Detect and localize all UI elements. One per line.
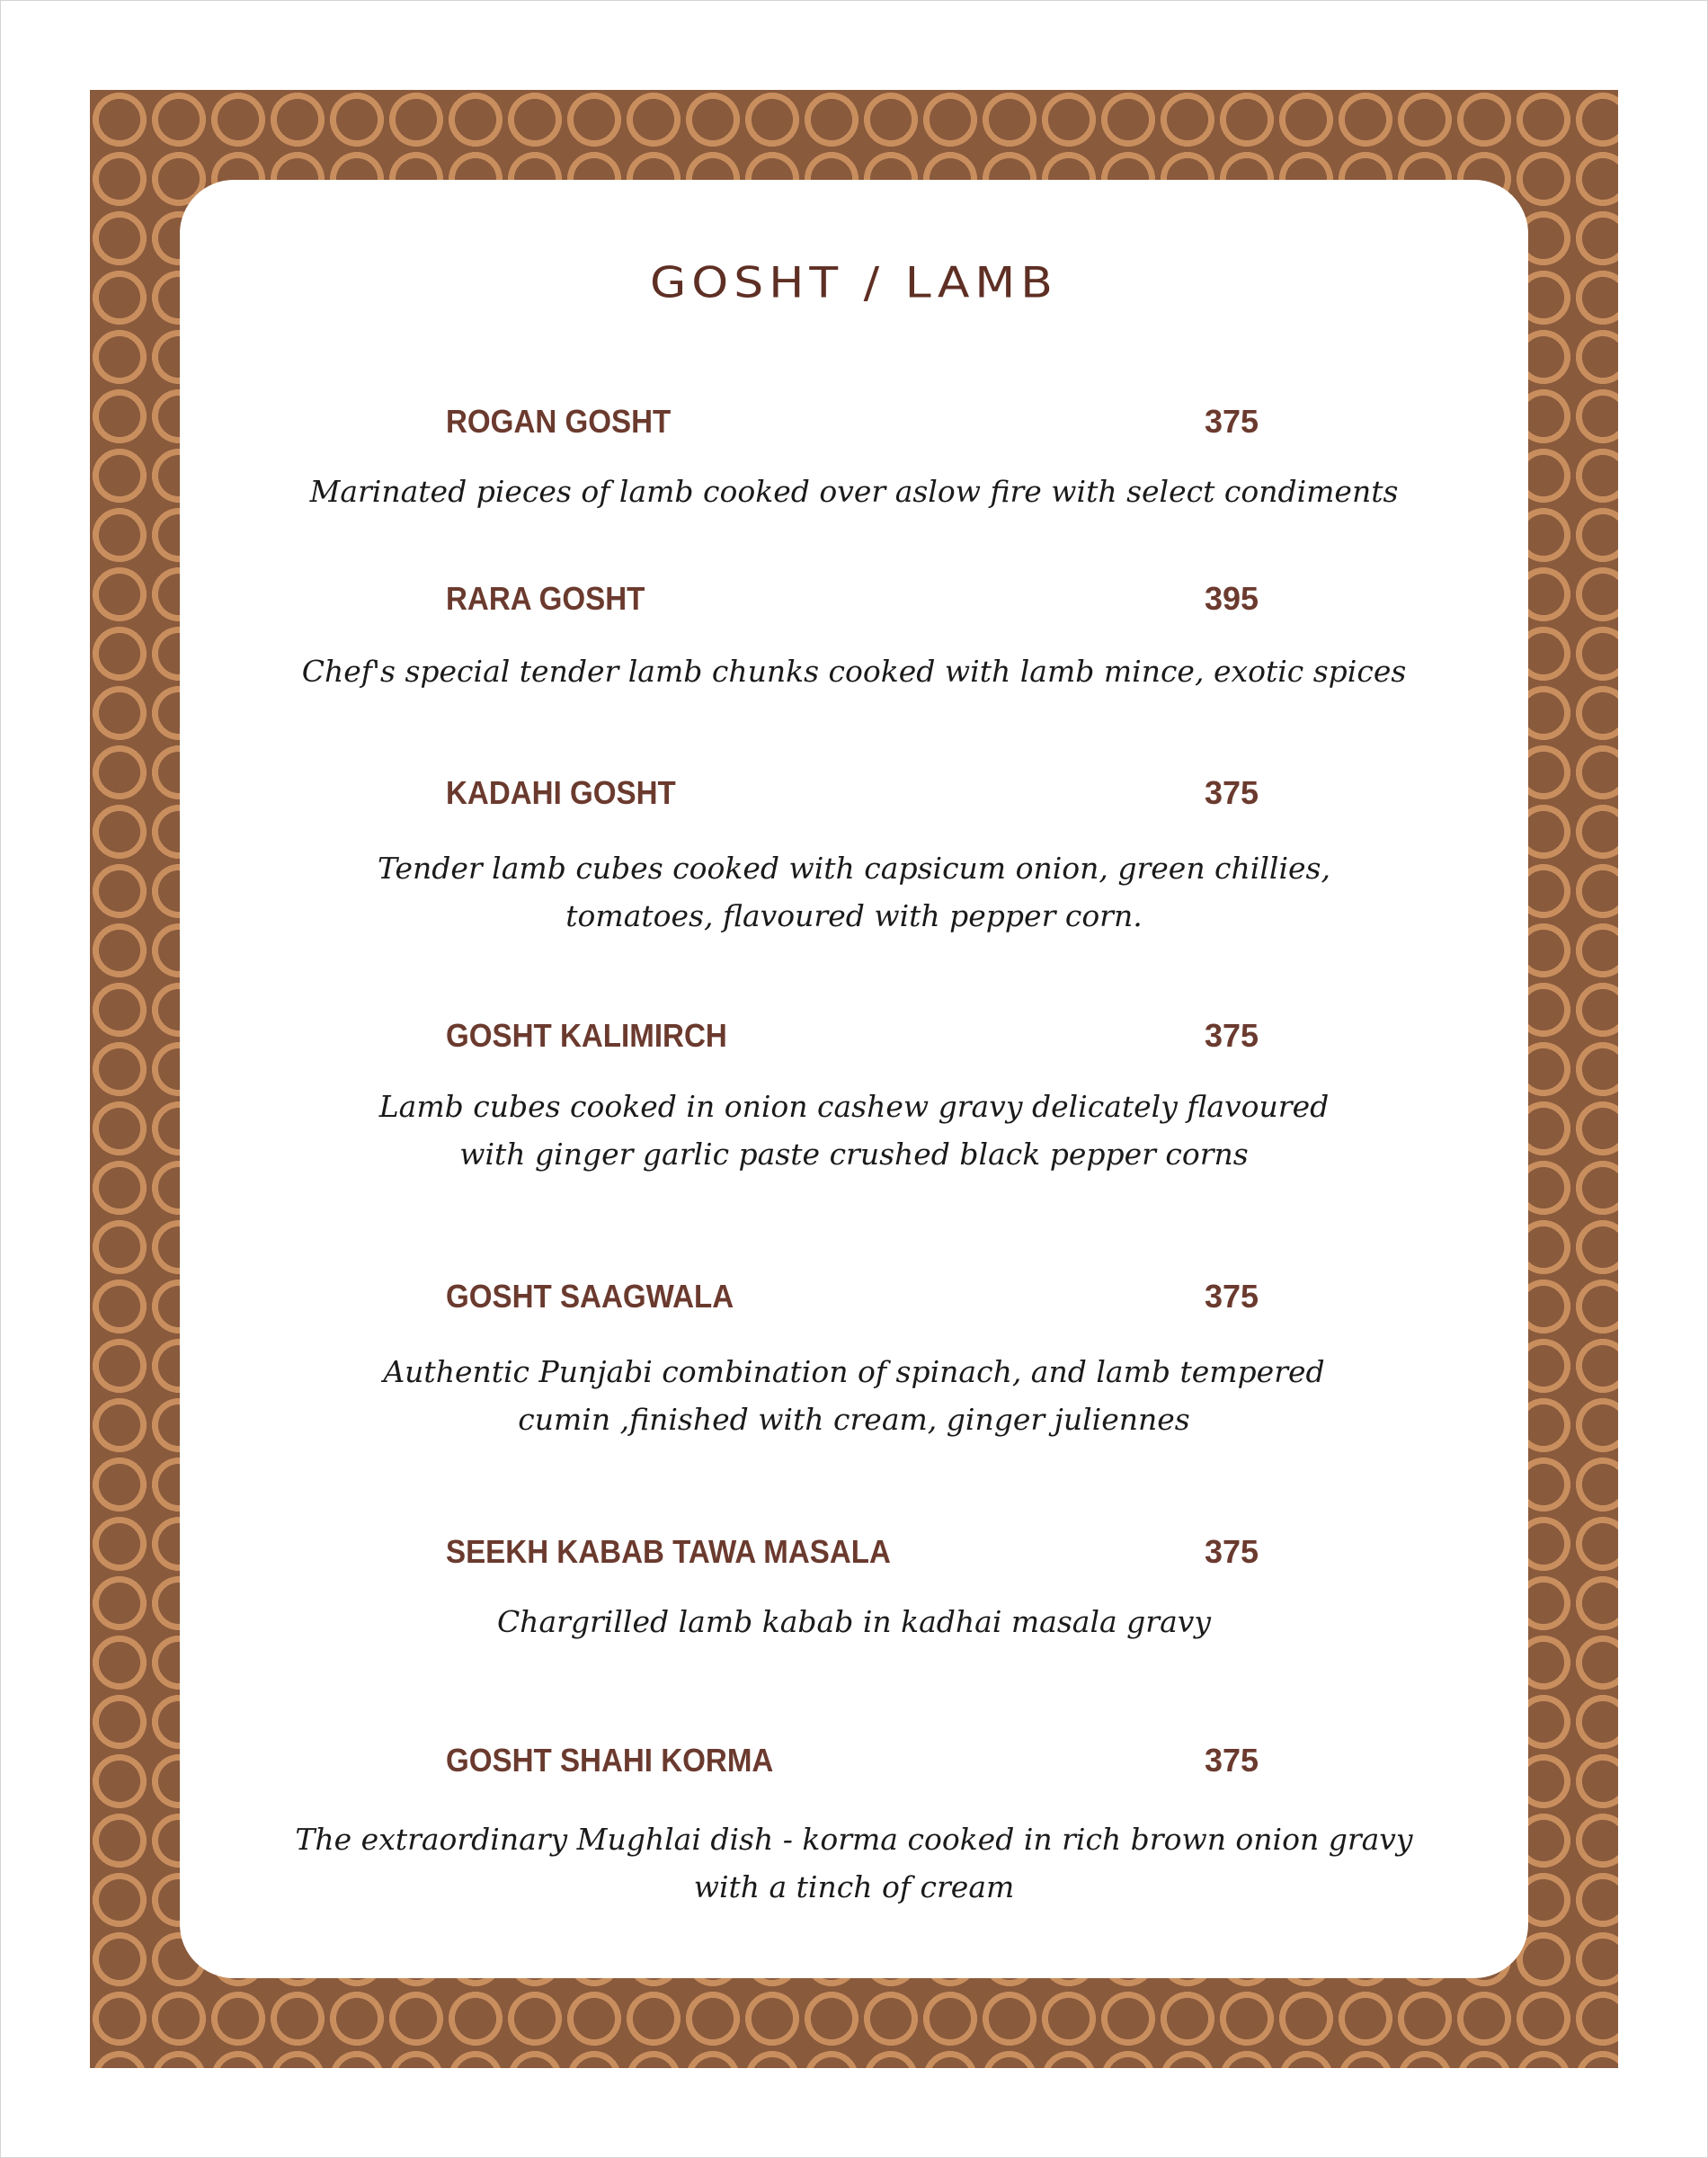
item-description: Chargrilled lamb kabab in kadhai masala gravy [496,1604,1212,1639]
item-price: 375 [1205,1017,1259,1054]
item-name: GOSHT SAAGWALA [446,1278,734,1315]
item-description: Chef's special tender lamb chunks cooked with lamb mince, exotic spices [301,654,1407,689]
item-description: Marinated pieces of lamb cooked over aslow fire with select condiments [309,474,1399,509]
item-price: 375 [1205,1533,1259,1570]
item-name: ROGAN GOSHT [446,403,672,440]
item-description: Authentic Punjabi combination of spinach, and lamb tempered cumin ,finished with cream, ginger juliennes [383,1354,1325,1437]
menu-section-title: GOSHT / LAMB [650,259,1058,308]
item-name: GOSHT KALIMIRCH [446,1017,727,1054]
item-price: 395 [1205,580,1259,617]
item-name: RARA GOSHT [446,580,645,617]
item-description: Lamb cubes cooked in onion cashew gravy delicately flavoured with ginger garlic paste crushed black pepper corns [378,1089,1330,1172]
item-description: The extraordinary Mughlai dish - korma cooked in rich brown onion gravy with a tinch of cream [295,1822,1413,1904]
item-name: GOSHT SHAHI KORMA [446,1742,774,1779]
menu-card [180,180,1528,1978]
item-price: 375 [1205,1742,1259,1779]
item-name: SEEKH KABAB TAWA MASALA [446,1533,891,1570]
item-price: 375 [1205,774,1259,811]
item-name: KADAHI GOSHT [446,774,676,811]
item-price: 375 [1205,403,1259,440]
item-description: Tender lamb cubes cooked with capsicum onion, green chillies, tomatoes, flavoured with pepper corn. [378,851,1330,933]
item-price: 375 [1205,1278,1259,1315]
